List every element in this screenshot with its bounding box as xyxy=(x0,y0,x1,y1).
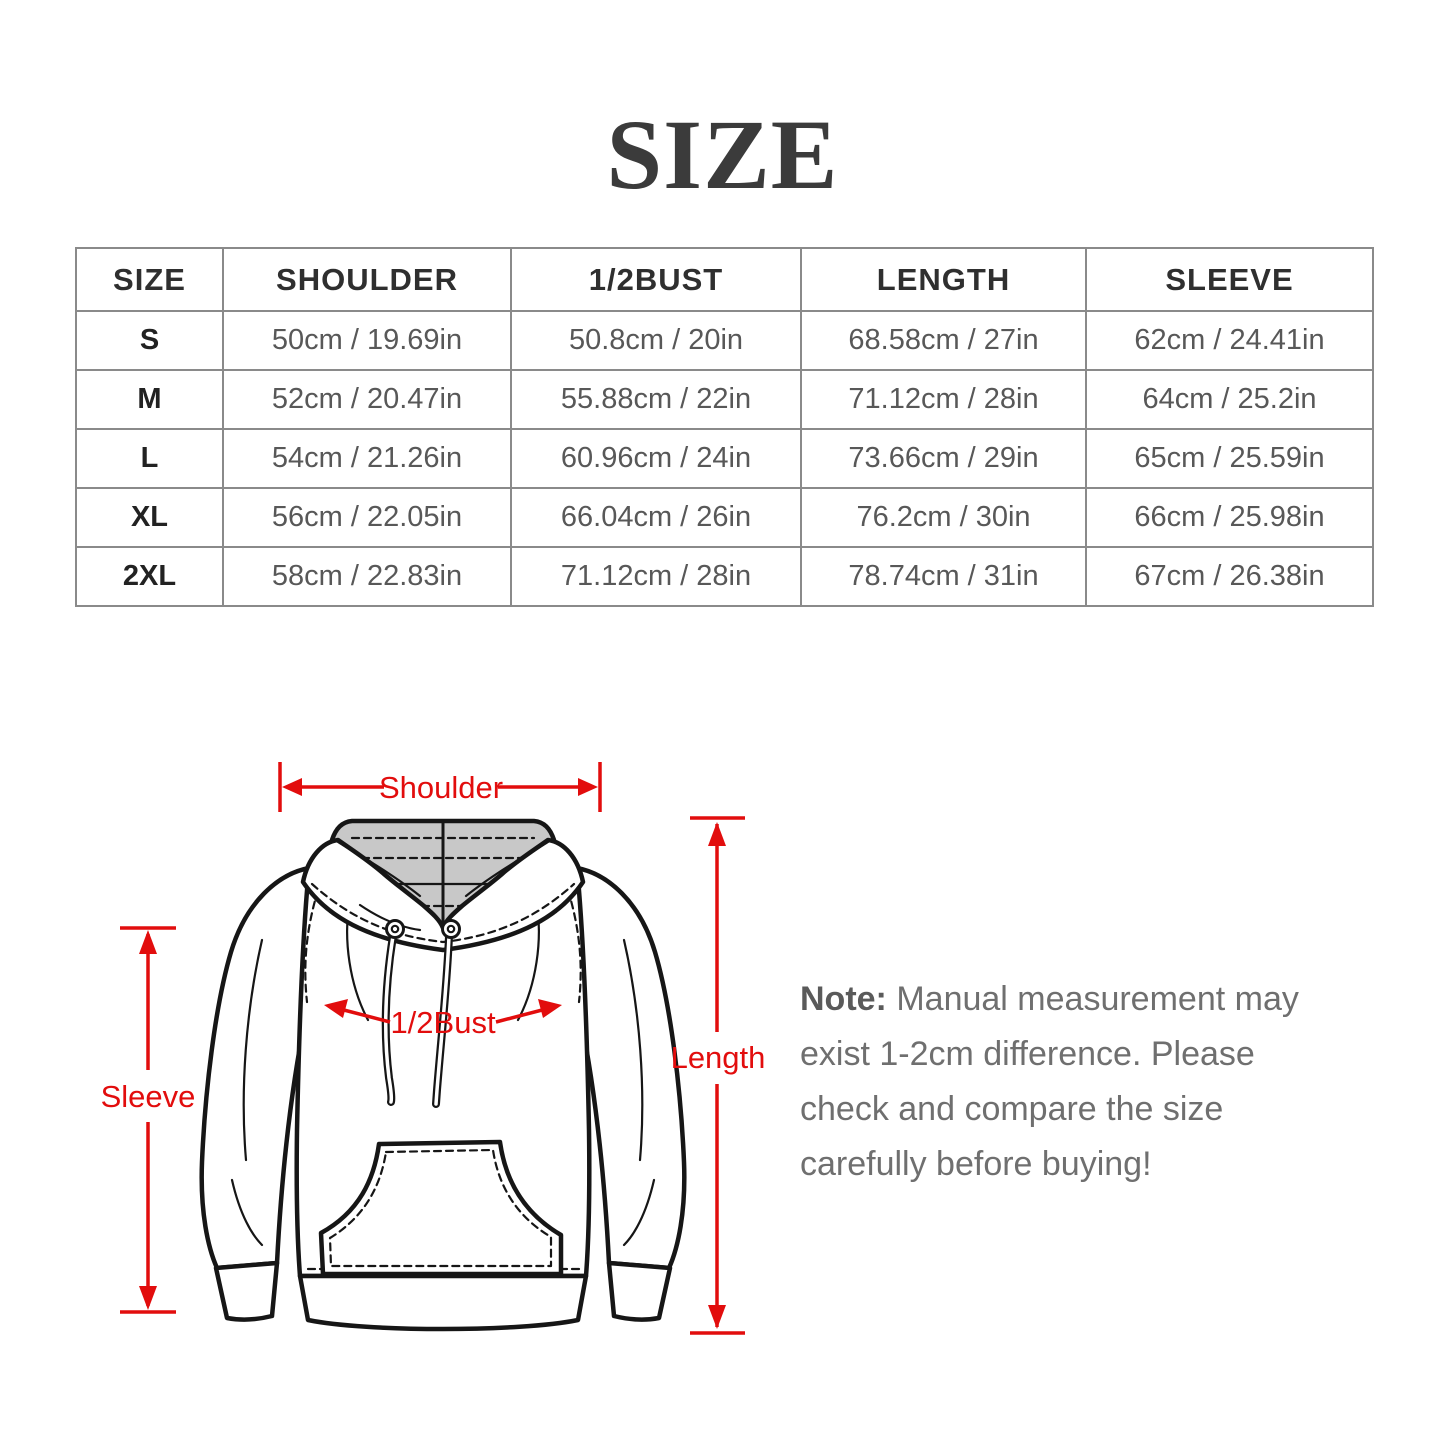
measurement-cell: 65cm / 25.59in xyxy=(1086,429,1373,488)
sleeve-label: Sleeve xyxy=(100,1079,196,1114)
table-row xyxy=(76,429,1373,488)
table-row xyxy=(76,547,1373,606)
left-sleeve xyxy=(202,868,309,1268)
note-prefix: Note: xyxy=(800,980,887,1018)
measurement-cell: 68.58cm / 27in xyxy=(801,311,1086,370)
measurement-cell: 64cm / 25.2in xyxy=(1086,370,1373,429)
hoodie-illustration xyxy=(202,821,685,1329)
right-sleeve xyxy=(577,868,684,1268)
measurement-cell: 67cm / 26.38in xyxy=(1086,547,1373,606)
measurement-cell: 60.96cm / 24in xyxy=(511,429,801,488)
measurement-cell: 73.66cm / 29in xyxy=(801,429,1086,488)
left-cuff xyxy=(216,1263,277,1320)
size-label: M xyxy=(76,370,223,429)
table-row xyxy=(76,311,1373,370)
table-header-row xyxy=(76,248,1373,311)
size-table xyxy=(75,247,1372,607)
measurement-cell: 50cm / 19.69in xyxy=(223,311,511,370)
size-label: XL xyxy=(76,488,223,547)
measurement-note xyxy=(800,972,1300,1192)
measurement-cell: 55.88cm / 22in xyxy=(511,370,801,429)
measurement-cell: 56cm / 22.05in xyxy=(223,488,511,547)
half-bust-label: 1/2Bust xyxy=(390,1005,496,1040)
measurement-cell: 52cm / 20.47in xyxy=(223,370,511,429)
note-line: exist 1-2cm difference. Please xyxy=(800,1035,1255,1073)
measurement-cell: 54cm / 21.26in xyxy=(223,429,511,488)
measurement-cell: 62cm / 24.41in xyxy=(1086,311,1373,370)
col-header-sleeve: SLEEVE xyxy=(1086,248,1373,311)
eyelet-right xyxy=(443,921,460,938)
size-table-grid xyxy=(75,247,1374,607)
size-label: 2XL xyxy=(76,547,223,606)
shoulder-label: Shoulder xyxy=(378,770,504,805)
table-row xyxy=(76,370,1373,429)
col-header-halfbust: 1/2BUST xyxy=(511,248,801,311)
length-arrow xyxy=(671,818,766,1333)
size-label: L xyxy=(76,429,223,488)
sleeve-arrow xyxy=(101,928,196,1312)
hem-band xyxy=(300,1276,586,1329)
size-label: S xyxy=(76,311,223,370)
col-header-shoulder: SHOULDER xyxy=(223,248,511,311)
shoulder-arrow xyxy=(280,762,600,812)
right-cuff xyxy=(609,1263,670,1320)
measurement-cell: 78.74cm / 31in xyxy=(801,547,1086,606)
length-label: Length xyxy=(670,1040,766,1075)
note-text: Manual measurement may xyxy=(896,980,1299,1018)
measurement-cell: 50.8cm / 20in xyxy=(511,311,801,370)
measurement-cell: 66.04cm / 26in xyxy=(511,488,801,547)
page-title: SIZE xyxy=(606,99,839,210)
eyelet-left xyxy=(387,921,404,938)
note-line: check and compare the size xyxy=(800,1090,1224,1128)
col-header-length: LENGTH xyxy=(801,248,1086,311)
note-line: carefully before buying! xyxy=(800,1145,1152,1183)
col-header-size: SIZE xyxy=(76,248,223,311)
measurement-cell: 58cm / 22.83in xyxy=(223,547,511,606)
size-diagram xyxy=(60,748,820,1393)
note-line xyxy=(800,972,1300,1027)
measurement-cell: 76.2cm / 30in xyxy=(801,488,1086,547)
measurement-cell: 71.12cm / 28in xyxy=(801,370,1086,429)
measurement-cell: 71.12cm / 28in xyxy=(511,547,801,606)
measurement-cell: 66cm / 25.98in xyxy=(1086,488,1373,547)
table-row xyxy=(76,488,1373,547)
